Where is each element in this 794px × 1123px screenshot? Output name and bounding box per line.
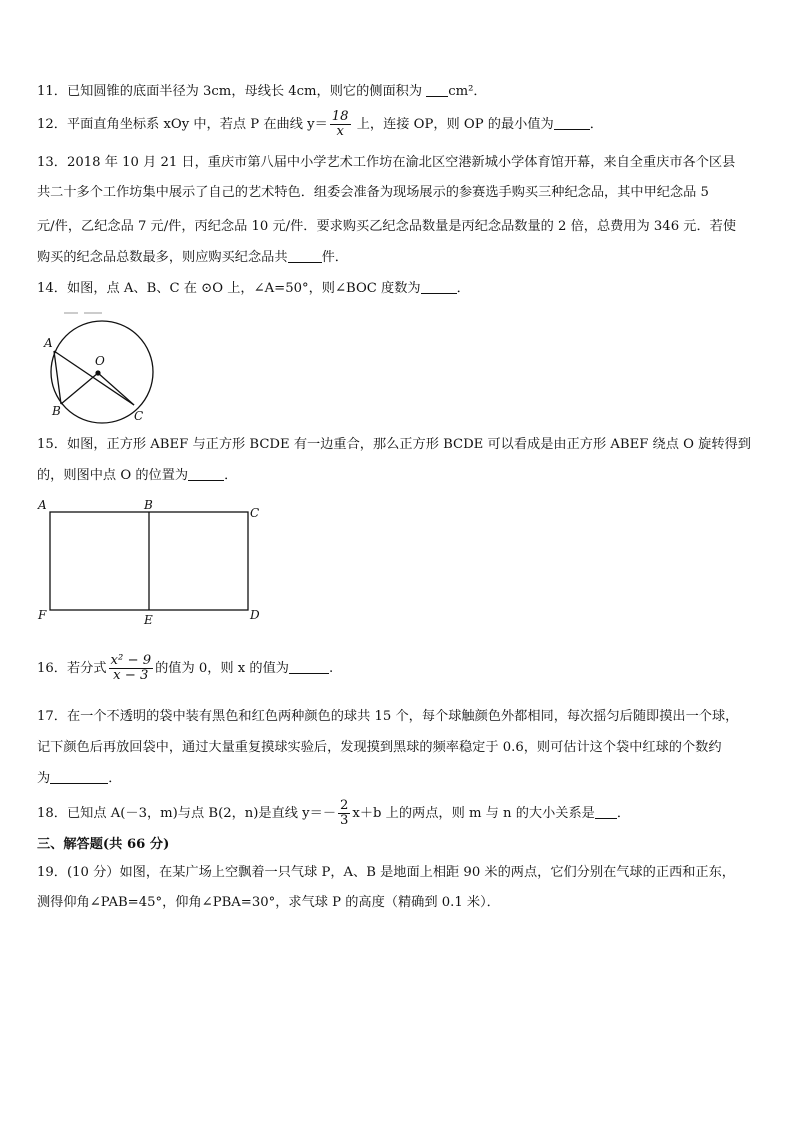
question-19-line-2: 测得仰角∠PAB=45°，仰角∠PBA=30°，求气球 P 的高度（精确到 0.1 米）．	[37, 895, 500, 910]
q15-end: ．	[224, 468, 238, 483]
question-17-line-1: 17．在一个不透明的袋中装有黑色和红色两种颜色的球共 15 个，每个球触颜色外都相同，每次摇匀后随即摸出一个球，	[37, 709, 739, 724]
q12-end: ．	[589, 117, 603, 132]
label-d: D	[250, 608, 260, 622]
fraction-numerator: x² − 9	[110, 653, 152, 668]
question-15-line-2	[37, 467, 237, 485]
q12-text: 12．平面直角坐标系 xOy 中，若点 P 在曲线 y＝	[37, 117, 328, 132]
fraction-denominator: x − 3	[113, 668, 149, 683]
label-c: C	[250, 506, 260, 520]
q12-text-tail: 上，连接 OP，则 OP 的最小值为	[352, 117, 554, 132]
answer-blank[interactable]	[50, 770, 108, 784]
fraction-18-over-x	[330, 110, 351, 139]
label-f: F	[38, 608, 47, 622]
question-18	[37, 797, 630, 831]
question-17-line-2: 记下颜色后再放回袋中，通过大量重复摸球实验后，发现摸到黑球的频率稳定于 0.6，则可估计这个袋中红球的个数约	[37, 740, 722, 755]
question-13-line-4	[37, 249, 348, 267]
question-13-line-2: 共二十多个工作坊集中展示了自己的艺术特色．组委会准备为现场展示的参赛选手购买三种纪念品，其中甲纪念品 5	[37, 185, 709, 200]
label-b: B	[144, 498, 153, 512]
q14-text: 14．如图，点 A、B、C 在 ⊙O 上，∠A=50°，则∠BOC 度数为	[37, 281, 421, 296]
q11-unit: cm²．	[448, 84, 487, 99]
label-o: O	[95, 354, 105, 368]
question-11	[37, 83, 487, 101]
q16-text-tail: 的值为 0，则 x 的值为	[155, 661, 289, 676]
q18-text-tail: x＋b 上的两点，则 m 与 n 的大小关系是	[352, 806, 595, 821]
q14-end: ．	[456, 281, 470, 296]
answer-blank[interactable]	[289, 660, 329, 674]
q17-end: ．	[108, 771, 122, 786]
question-16	[37, 654, 333, 684]
q17-text: 为	[37, 771, 51, 786]
q16-text: 16．若分式	[37, 661, 107, 676]
q18-text: 18．已知点 A(－3，m)与点 B(2，n)是直线 y＝－	[37, 806, 337, 821]
radius-ob	[61, 373, 98, 404]
section-heading: 三、解答题(共 66 分)	[37, 837, 170, 852]
answer-blank[interactable]	[595, 805, 617, 819]
answer-blank[interactable]	[188, 467, 224, 481]
fraction-2-over-3	[338, 799, 350, 828]
question-12	[37, 110, 603, 140]
fraction-numerator: 18	[331, 109, 349, 124]
fraction-denominator: x	[336, 124, 344, 139]
chord-ac	[54, 351, 134, 405]
center-point	[95, 370, 100, 375]
label-e: E	[144, 613, 153, 627]
answer-blank[interactable]	[426, 83, 448, 97]
q16-end: .	[329, 661, 334, 676]
question-19-line-1: 19．(10 分）如图，在某广场上空飘着一只气球 P，A、B 是地面上相距 90 米的两点，它们分别在气球的正西和正东，	[37, 865, 735, 880]
answer-blank[interactable]	[288, 249, 322, 263]
label-a: A	[44, 336, 53, 350]
answer-blank[interactable]	[554, 116, 590, 130]
q13-text: 购买的纪念品总数最多，则应购买纪念品共	[37, 250, 288, 265]
q18-end: ．	[616, 806, 631, 821]
question-17-line-3	[37, 770, 121, 788]
q13-end: 件．	[321, 250, 348, 265]
q11-text: 11．已知圆锥的底面半径为 3cm，母线长 4cm，则它的侧面积为	[37, 84, 427, 99]
fraction-x2-9-over-x-3	[109, 654, 154, 683]
question-14	[37, 280, 470, 298]
label-c: C	[134, 409, 144, 423]
label-b: B	[52, 404, 61, 418]
squares-figure	[34, 495, 274, 627]
question-13-line-1: 13．2018 年 10 月 21 日，重庆市第八届中小学艺术工作坊在渝北区空港新城小学体育馆开幕，来自全重庆市各个区县	[37, 155, 736, 170]
circle-o	[51, 321, 153, 423]
label-a: A	[38, 498, 47, 512]
answer-blank[interactable]	[421, 280, 457, 294]
fraction-numerator: 2	[340, 798, 349, 813]
q15-text: 的，则图中点 O 的位置为	[37, 468, 189, 483]
fraction-denominator: 3	[340, 813, 349, 828]
circle-figure	[38, 308, 168, 426]
radius-oc	[98, 373, 134, 405]
question-13-line-3: 元/件，乙纪念品 7 元/件，丙纪念品 10 元/件．要求购买乙纪念品数量是丙纪念品数量的 2 倍，总费用为 346 元．若使	[37, 219, 737, 234]
question-15-line-1: 15．如图，正方形 ABEF 与正方形 BCDE 有一边重合，那么正方形 BCDE 可以看成是由正方形 ABEF 绕点 O 旋转得到	[37, 437, 751, 452]
